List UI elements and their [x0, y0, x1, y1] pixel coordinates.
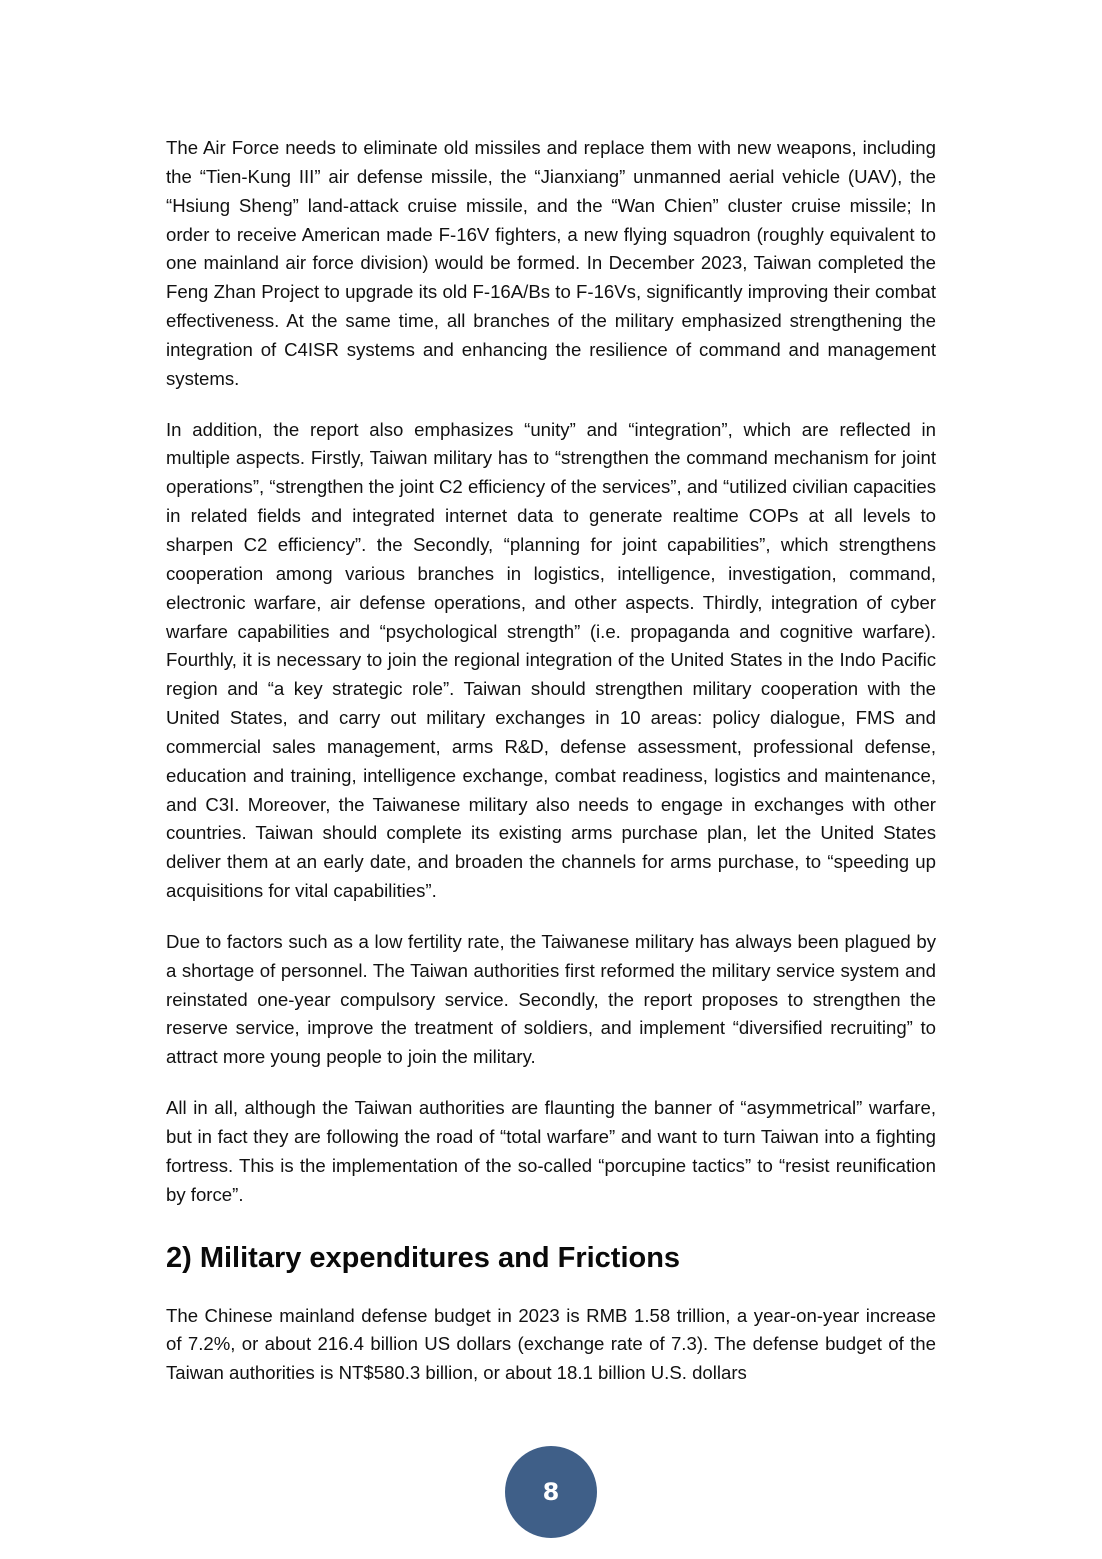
paragraph-air-force: The Air Force needs to eliminate old missiles and replace them with new weapons, including the “Tien-Kung III” air defense missile, the “Jianxiang” unmanned aerial vehicle (UAV), the “Hsiung Sheng” land-attack cruise missile, and the “Wan Chien” cluster cruise missile; In order to receive American made F-16V fighters, a new flying squadron (roughly equivalent to one mainland air force division) would be formed. In December 2023, Taiwan completed the Feng Zhan Project to upgrade its old F-16A/Bs to F-16Vs, significantly improving their combat effectiveness. At the same time, all branches of the military emphasized strengthening the integration of C4ISR systems and enhancing the resilience of command and management systems.: [166, 137, 936, 389]
paragraph-unity-integration: In addition, the report also emphasizes “unity” and “integration”, which are reflected in multiple aspects. Firstly, Taiwan military has to “strengthen the command mechanism for joint operations”, “strengthen the joint C2 efficiency of the services”, and “utilized civilian capacities in related fields and integrated internet data to generate realtime COPs at all levels to sharpen C2 efficiency”. the Secondly, “planning for joint capabilities”, which strengthens cooperation among various branches in logistics, intelligence, investigation, command, electronic warfare, air defense operations, and other aspects. Thirdly, integration of cyber warfare capabilities and “psychological strength” (i.e. propaganda and cognitive warfare). Fourthly, it is necessary to join the regional integration of the United States in the Indo Pacific region and “a key strategic role”. Taiwan should strengthen military cooperation with the United States, and carry out military exchanges in 10 areas: policy dialogue, FMS and commercial sales management, arms R&D, defense assessment, professional defense, education and training, intelligence exchange, combat readiness, logistics and maintenance, and C3I. Moreover, the Taiwanese military also needs to engage in exchanges with other countries. Taiwan should complete its existing arms purchase plan, let the United States deliver them at an early date, and broaden the channels for arms purchase, to “speeding up acquisitions for vital capabilities”.: [166, 418, 936, 902]
paragraph-conclusion: All in all, although the Taiwan authorities are flaunting the banner of “asymmetrical” warfare, but in fact they are following the road of “total warfare” and want to turn Taiwan into a fighting fortress. This is the implementation of the so-called “porcupine tactics” to “resist reunification by force”.: [166, 1097, 936, 1205]
section-heading: 2) Military expenditures and Frictions: [166, 1241, 681, 1274]
page-number: 8: [542, 1478, 560, 1506]
page-content: [166, 134, 936, 1410]
paragraph-defense-budget: The Chinese mainland defense budget in 2023 is RMB 1.58 trillion, a year-on-year increase of 7.2%, or about 216.4 billion US dollars (exchange rate of 7.3). The defense budget of the Taiwan authorities is NT$580.3 billion, or about 18.1 billion U.S. dollars: [166, 1304, 936, 1384]
page-number-badge: [505, 1446, 597, 1538]
paragraph-personnel: Due to factors such as a low fertility rate, the Taiwanese military has always been plagued by a shortage of personnel. The Taiwan authorities first reformed the military service system and reinstated one-year compulsory service. Secondly, the report proposes to strengthen the reserve service, improve the treatment of soldiers, and implement “diversified recruiting” to attract more young people to join the military.: [166, 930, 936, 1068]
